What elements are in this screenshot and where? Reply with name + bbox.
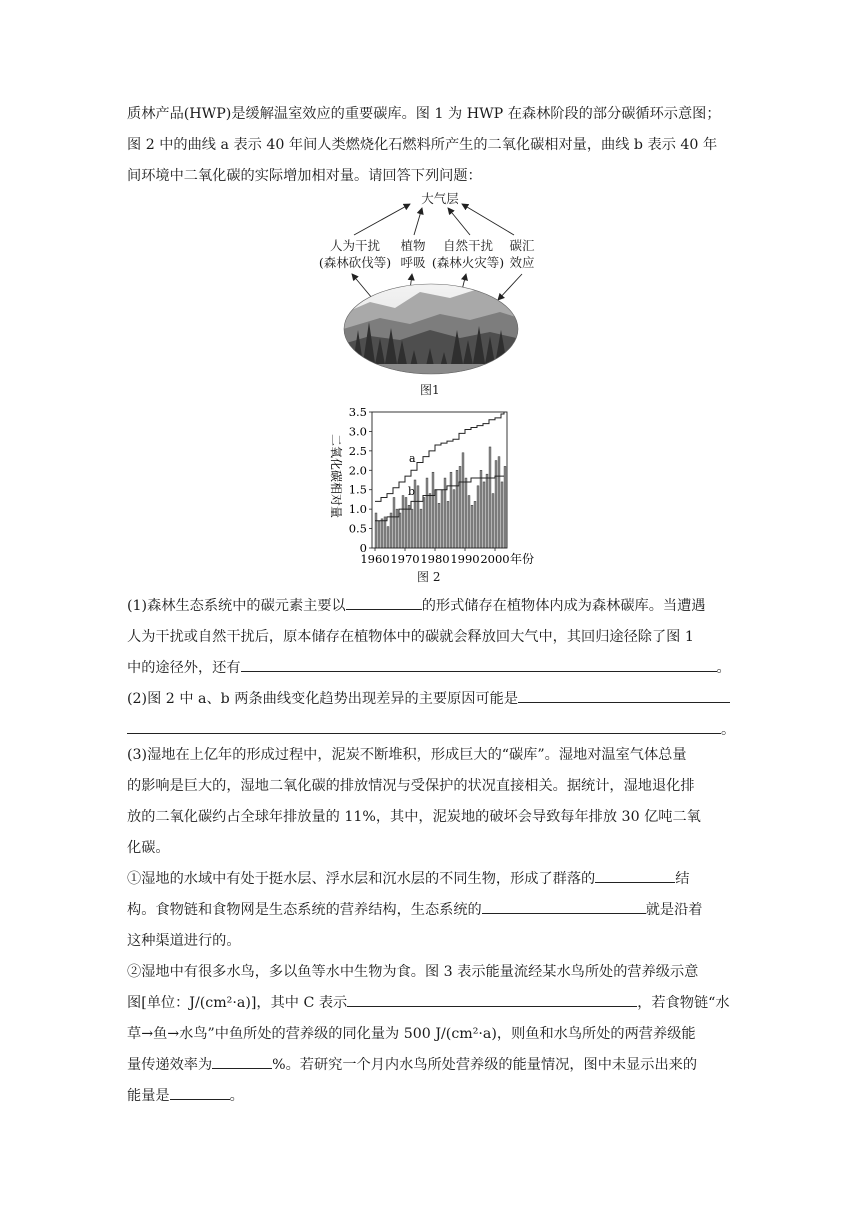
- chart-bar: [474, 501, 476, 548]
- q3-line-2: 的影响是巨大的，湿地二氧化碳的排放情况与受保护的状况直接相关。据统计，湿地退化排: [127, 778, 695, 794]
- chart-bar: [489, 447, 491, 548]
- chart-bar: [501, 482, 503, 548]
- y-tick-label: 2.5: [348, 443, 367, 458]
- figure-1-diagram: [300, 190, 560, 390]
- chart-bar: [441, 490, 443, 548]
- chart-bar: [483, 482, 485, 548]
- chart-bar: [462, 453, 464, 548]
- chart-bar: [492, 494, 494, 548]
- q3-sub2-line-4: [127, 1050, 735, 1081]
- flux-label-natural-l2: (森林火灾等): [431, 255, 505, 270]
- figure-1-caption: 图1: [420, 383, 440, 397]
- figure-2-caption: 图 2: [417, 570, 441, 584]
- chart-bar: [456, 470, 458, 548]
- q3-s2-text-5b: 。: [229, 1088, 244, 1104]
- chart-bar: [408, 505, 410, 548]
- q3-sub2-line-1: ②湿地中有很多水鸟，多以鱼等水中生物为食。图 3 表示能量流经某水鸟所处的营养级示意: [127, 964, 699, 980]
- q3-s1-blank-1[interactable]: [595, 866, 675, 883]
- chart-x-axis-label: 年份: [510, 552, 535, 566]
- chart-bar: [417, 486, 419, 548]
- intro-paragraph: [127, 99, 735, 192]
- question-3: [127, 740, 735, 1112]
- chart-bar: [396, 509, 398, 548]
- chart-bar: [438, 503, 440, 548]
- q1-line-1: [127, 591, 735, 622]
- y-tick-label: 0: [359, 541, 367, 555]
- chart-bar: [423, 497, 425, 548]
- q3-s2-blank-2[interactable]: [212, 1052, 272, 1069]
- q3-s2-text-4b: %。若研究一个月内水鸟所处营养级的能量情况，图中未显示出来的: [272, 1057, 698, 1073]
- chart-bar: [375, 513, 377, 548]
- q3-s2-text-5a: 能量是: [127, 1088, 170, 1104]
- q3-sub2-line-5: [127, 1081, 735, 1112]
- chart-bar: [381, 519, 383, 548]
- chart-bar: [399, 513, 401, 548]
- chart-bar: [477, 486, 479, 548]
- chart-bar: [405, 497, 407, 548]
- q1-text-3end: 。: [716, 660, 731, 676]
- chart-bar: [468, 496, 470, 548]
- q3-s2-blank-1[interactable]: [347, 990, 637, 1007]
- y-tick-label: 1.5: [348, 482, 367, 497]
- y-tick-label: 0.5: [348, 521, 367, 536]
- y-tick-label: 1.0: [348, 502, 367, 517]
- q3-s2-text-4a: 量传递效率为: [127, 1057, 213, 1073]
- y-tick-label: 2.0: [348, 463, 367, 478]
- atmosphere-label: 大气层: [421, 191, 459, 206]
- chart-bar: [459, 466, 461, 548]
- q3-sub1-line-2: [127, 895, 735, 926]
- chart-bar: [426, 478, 428, 548]
- flux-label-sink-l1: 碳汇: [509, 238, 535, 253]
- figure-2-chart: [320, 402, 540, 570]
- chart-series-label-b: b: [408, 485, 416, 498]
- flux-label-human-l2: (森林砍伐等): [318, 255, 392, 270]
- q1-line-3: [127, 653, 735, 684]
- chart-bar: [402, 496, 404, 548]
- question-1: [127, 591, 735, 684]
- q2-line-1: [127, 684, 735, 715]
- x-tick-label: 1960: [360, 552, 390, 566]
- q3-line-1: (3)湿地在上亿年的形成过程中，泥炭不断堆积，形成巨大的“碳库”。湿地对温室气体总量: [127, 747, 687, 763]
- intro-line-3: 间环境中二氧化碳的实际增加相对量。请回答下列问题：: [127, 168, 482, 184]
- q3-s2-text-2a: 图[单位：J/(cm²·a)]，其中 C 表示: [127, 995, 348, 1011]
- q3-sub2-line-2: [127, 988, 735, 1019]
- x-tick-label: 1970: [390, 552, 420, 566]
- chart-bar: [384, 517, 386, 548]
- chart-bar: [495, 461, 497, 548]
- chart-bar: [444, 478, 446, 548]
- q3-s1-text-1a: ①湿地的水域中有处于挺水层、浮水层和沉水层的不同生物，形成了群落的: [127, 871, 596, 887]
- q3-s2-blank-3[interactable]: [170, 1083, 230, 1100]
- q1-text-1b: 的形式储存在植物体内成为森林碳库。当遭遇: [421, 598, 706, 614]
- flux-label-respiration-l2: 呼吸: [400, 255, 426, 270]
- flux-label-sink-l2: 效应: [509, 255, 535, 270]
- chart-bar: [471, 505, 473, 548]
- chart-bar: [378, 521, 380, 548]
- q3-line-3: 放的二氧化碳约占全球年排放量的 11%，其中，泥炭地的破坏会导致每年排放 30 亿吨二氧: [127, 809, 701, 825]
- q2-text-1: (2)图 2 中 a、b 两条曲线变化趋势出现差异的主要原因可能是: [127, 691, 519, 707]
- chart-bar: [447, 501, 449, 548]
- flux-label-respiration-l1: 植物: [400, 238, 426, 253]
- chart-bar: [432, 472, 434, 548]
- q3-s1-text-1b: 结: [675, 871, 690, 887]
- chart-bar: [498, 457, 500, 548]
- q3-line-4: 化碳。: [127, 840, 170, 856]
- flux-label-human-l1: 人为干扰: [329, 238, 380, 253]
- arrow-human-to-atmosphere: [354, 204, 410, 235]
- chart-bar: [450, 472, 452, 548]
- y-tick-label: 3.0: [348, 424, 367, 439]
- arrow-respiration-to-atmosphere: [414, 208, 422, 235]
- q3-s1-text-2b: 就是沿着: [645, 902, 703, 918]
- chart-bar: [504, 466, 506, 548]
- q3-s1-text-2a: 构。食物链和食物网是生态系统的营养结构，生态系统的: [127, 902, 482, 918]
- chart-bar: [420, 509, 422, 548]
- intro-line-1: 质林产品(HWP)是缓解温室效应的重要碳库。图 1 为 HWP 在森林阶段的部分碳循环示意图；: [127, 106, 721, 122]
- y-tick-label: 3.5: [348, 405, 367, 419]
- q1-line-2: 人为干扰或自然干扰后，原本储存在植物体中的碳就会释放回大气中，其回归途径除了图 1: [127, 629, 694, 645]
- arrow-natural-to-atmosphere: [448, 208, 470, 235]
- chart-bar: [453, 490, 455, 548]
- x-tick-label: 2000: [480, 552, 510, 566]
- q1-blank-1[interactable]: [346, 593, 422, 610]
- q3-sub1-line-3: 这种渠道进行的。: [127, 933, 241, 949]
- q1-blank-2[interactable]: [241, 655, 717, 672]
- chart-bar: [465, 478, 467, 548]
- q3-s2-text-2b: ，若食物链“水: [637, 995, 730, 1011]
- forest-photo: [340, 280, 525, 384]
- q1-text-1a: (1)森林生态系统中的碳元素主要以: [127, 598, 346, 614]
- x-tick-label: 1980: [420, 552, 450, 566]
- q2-text-2end: 。: [721, 722, 735, 738]
- q3-sub1-line-1: [127, 864, 735, 895]
- chart-bar: [390, 513, 392, 548]
- chart-bar: [393, 497, 395, 548]
- q3-sub2-line-3: 草→鱼→水鸟”中鱼所处的营养级的同化量为 500 J/(cm²·a)，则鱼和水鸟所处的两营养级能: [127, 1026, 696, 1042]
- chart-bar: [435, 490, 437, 548]
- q3-s1-blank-2[interactable]: [482, 897, 646, 914]
- q2-blank-1[interactable]: [518, 686, 730, 703]
- arrow-atmosphere-to-sink: [462, 204, 514, 235]
- chart-y-axis-label: 二氧化碳相对量: [329, 433, 343, 519]
- chart-bar: [486, 474, 488, 548]
- chart-bar: [429, 494, 431, 548]
- flux-label-natural-l1: 自然干扰: [442, 238, 493, 253]
- chart-bar: [387, 527, 389, 548]
- q2-blank-2[interactable]: [127, 717, 721, 734]
- q1-text-3a: 中的途径外，还有: [127, 660, 241, 676]
- x-tick-label: 1990: [450, 552, 480, 566]
- question-2: [127, 684, 735, 746]
- chart-series-label-a: a: [409, 452, 416, 465]
- arrow-sink-to-forest: [498, 274, 522, 300]
- arrow-forest-to-human: [352, 274, 372, 298]
- intro-line-2: 图 2 中的曲线 a 表示 40 年间人类燃烧化石燃料所产生的二氧化碳相对量，曲线 b 表示 40 年: [127, 137, 718, 153]
- chart-bar: [480, 470, 482, 548]
- chart-bar: [411, 509, 413, 548]
